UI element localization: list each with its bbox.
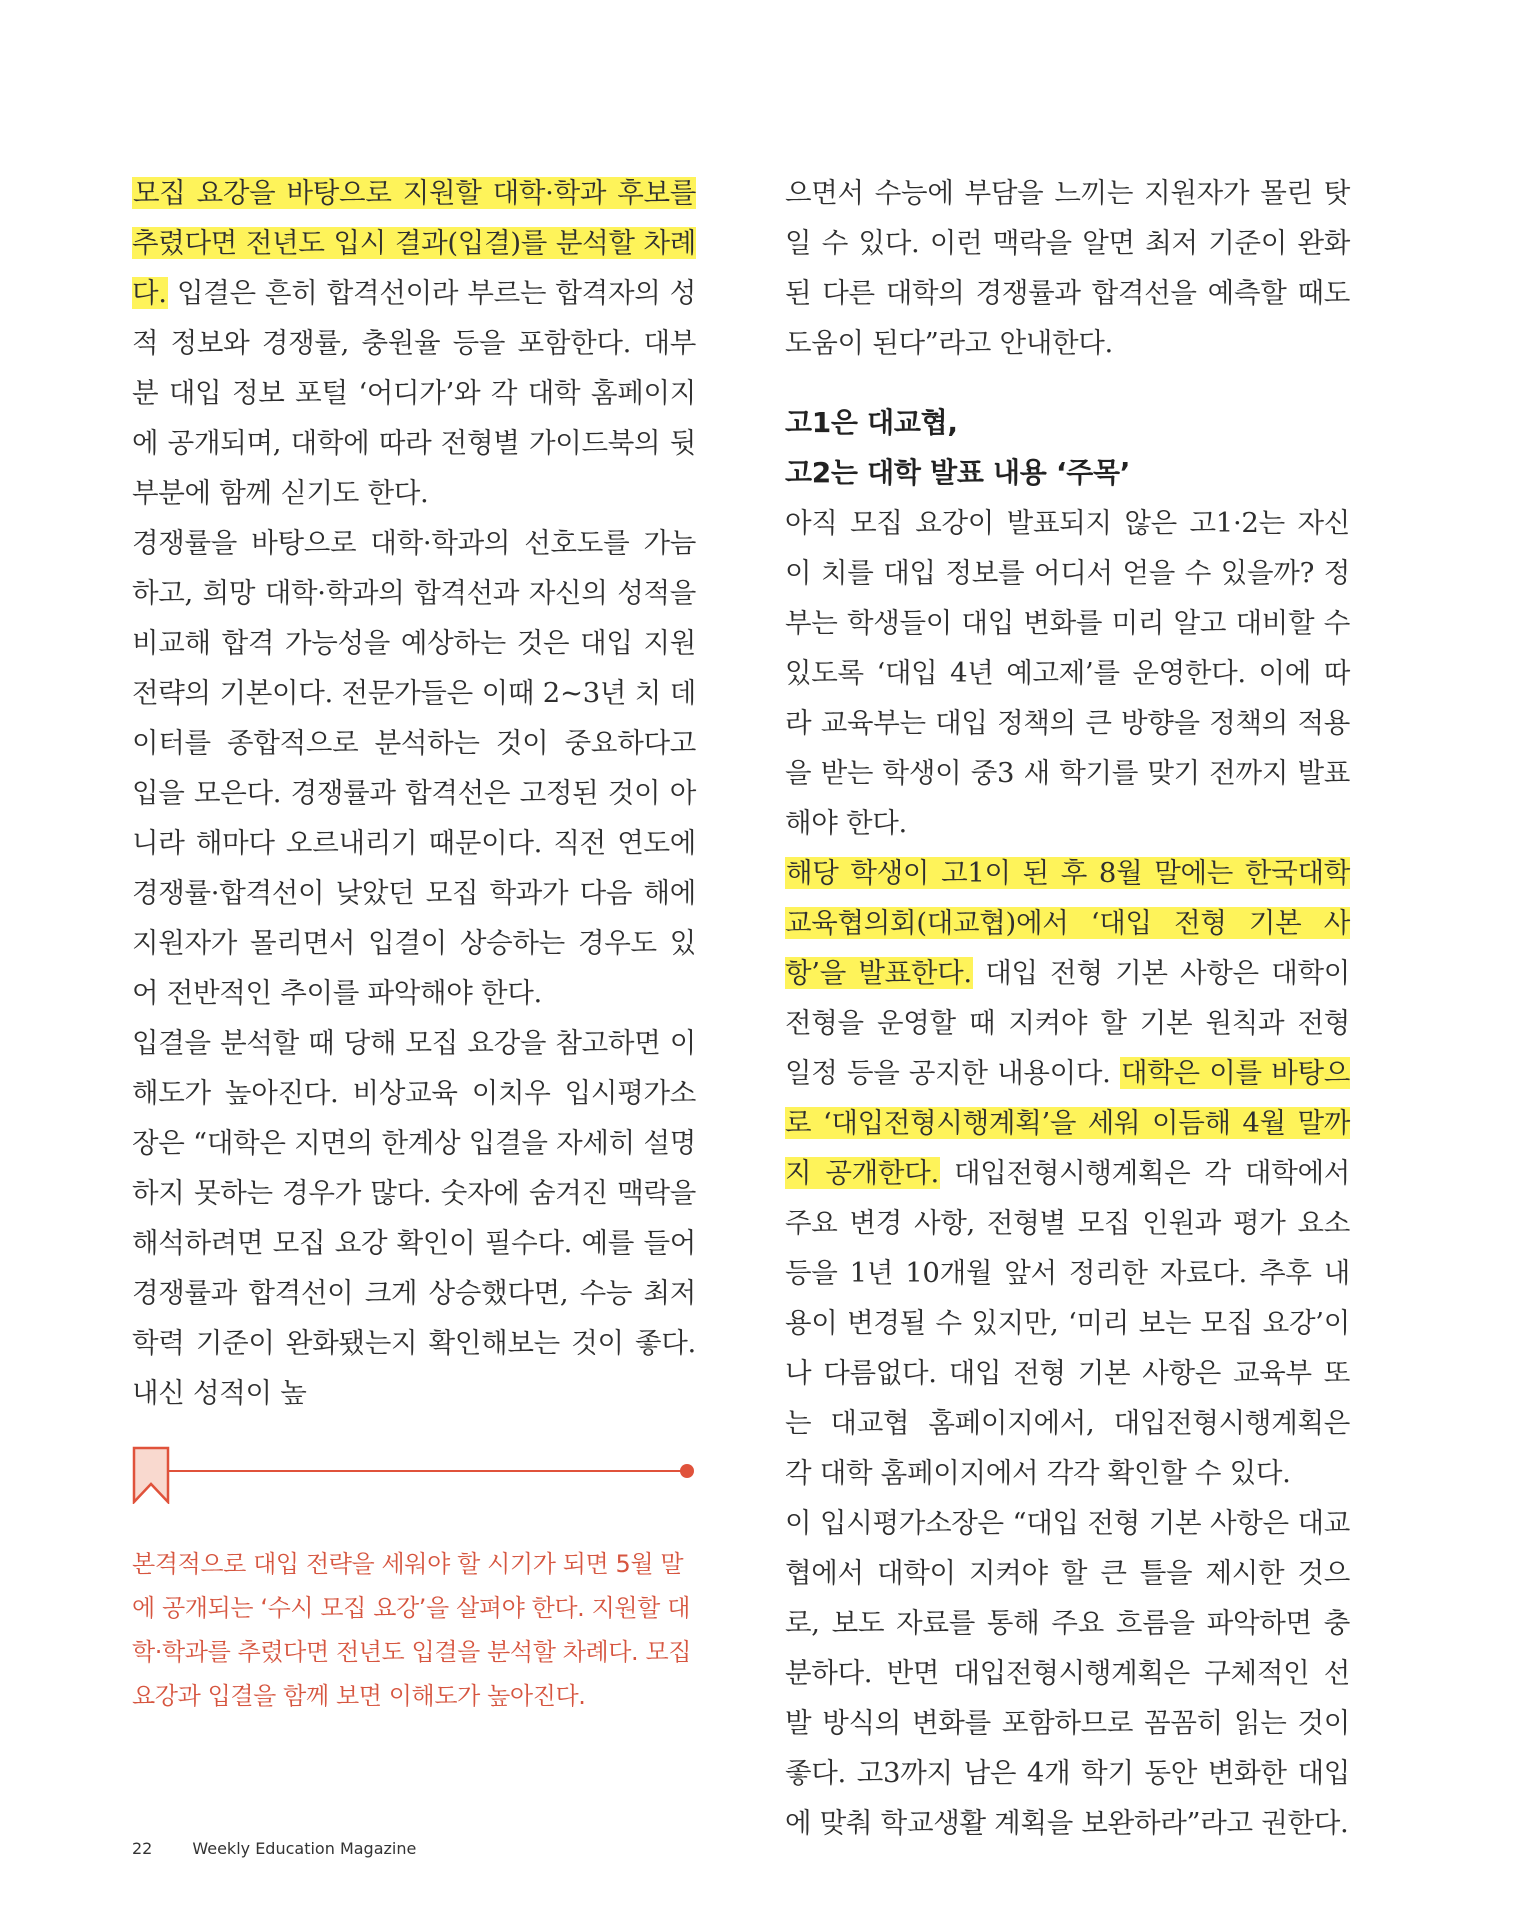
magazine-title: Weekly Education Magazine — [192, 1839, 417, 1858]
right-column — [785, 168, 1350, 1848]
body-text: 대입전형시행계획은 각 대학에서 주요 변경 사항, 전형별 모집 인원과 평가 요소 등을 1년 10개월 앞서 정리한 자료다. 추후 내용이 변경될 수 있지만, ‘미리 보는 모집 요강’이나 다름없다. 대입 전형 기본 사항은 교육부 또는 대교협 홈페이지에서, 대입전형시행계획은 각 대학 홈페이지에서 각각 확인할 수 있다. — [785, 1157, 1350, 1489]
left-paragraph-1 — [132, 168, 696, 518]
section-heading — [785, 398, 1350, 498]
bookmark-icon — [132, 1446, 170, 1504]
highlight-text: 대학은 이를 바탕으로 ‘대입전형시행계획’을 세워 이듬해 4월 말까지 공개한다. — [785, 1057, 1350, 1189]
body-text: 대입 전형 기본 사항은 대학이 전형을 운영할 때 지켜야 할 기본 원칙과 전형 일정 등을 공지한 내용이다. — [785, 957, 1351, 1089]
right-paragraph-1: 으면서 수능에 부담을 느끼는 지원자가 몰린 탓일 수 있다. 이런 맥락을 알면 최저 기준이 완화된 다른 대학의 경쟁률과 합격선을 예측할 때도 도움이 된다”라고 안내한다. — [785, 177, 1350, 359]
body-text: 입결은 흔히 합격선이라 부르는 합격자의 성적 정보와 경쟁률, 충원율 등을 포함한다. 대부분 대입 정보 포털 ‘어디가’와 각 대학 홈페이지에 공개되며, 대학에 따라 전형별 가이드북의 뒷부분에 함께 싣기도 한다. — [132, 277, 696, 509]
left-column — [132, 168, 696, 1418]
page-footer — [132, 1839, 456, 1858]
right-paragraph-4: 이 입시평가소장은 “대입 전형 기본 사항은 대교협에서 대학이 지켜야 할 큰 틀을 제시한 것으로, 보도 자료를 통해 주요 흐름을 파악하면 충분하다. 반면 대입전형시행계획은 구체적인 선발 방식의 변화를 포함하므로 꼼꼼히 읽는 것이 좋다. 고3까지 남은 4개 학기 동안 변화한 대입에 맞춰 학교생활 계획을 보완하라”라고 권한다. — [785, 1507, 1350, 1839]
highlight-text: 해당 학생이 고1이 된 후 8월 말에는 한국대학교육협의회(대교협)에서 ‘대입 전형 기본 사항’을 발표한다. — [785, 857, 1350, 989]
callout-text: 본격적으로 대입 전략을 세워야 할 시기가 되면 5월 말에 공개되는 ‘수시 모집 요강’을 살펴야 한다. 지원할 대학·학과를 추렸다면 전년도 입결을 분석할 차례다. 모집 요강과 입결을 함께 보면 이해도가 높아진다. — [132, 1550, 692, 1710]
left-paragraph-2: 경쟁률을 바탕으로 대학·학과의 선호도를 가늠하고, 희망 대학·학과의 합격선과 자신의 성적을 비교해 합격 가능성을 예상하는 것은 대입 지원 전략의 기본이다. 전문가들은 이때 2~3년 치 데이터를 종합적으로 분석하는 것이 중요하다고 입을 모은다. 경쟁률과 합격선은 고정된 것이 아니라 해마다 오르내리기 때문이다. 직전 연도에 경쟁률·합격선이 낮았던 모집 학과가 다음 해에 지원자가 몰리면서 입결이 상승하는 경우도 있어 전반적인 추이를 파악해야 한다. — [132, 527, 696, 1009]
page-number: 22 — [132, 1839, 153, 1858]
section-heading-line-2: 고2는 대학 발표 내용 ‘주목’ — [785, 456, 1131, 489]
highlight-text: 모집 요강을 바탕으로 지원할 대학·학과 후보를 추렸다면 전년도 입시 결과(입결)를 분석할 차례다. — [132, 177, 696, 309]
callout-divider — [168, 1470, 684, 1472]
callout-dot — [680, 1464, 694, 1478]
right-paragraph-2: 아직 모집 요강이 발표되지 않은 고1·2는 자신이 치를 대입 정보를 어디서 얻을 수 있을까? 정부는 학생들이 대입 변화를 미리 알고 대비할 수 있도록 ‘대입 4년 예고제’를 운영한다. 이에 따라 교육부는 대입 정책의 큰 방향을 정책의 적용을 받는 학생이 중3 새 학기를 맞기 전까지 발표해야 한다. — [785, 507, 1350, 839]
section-heading-line-1: 고1은 대교협, — [785, 406, 958, 439]
right-paragraph-3 — [785, 848, 1350, 1498]
left-paragraph-3: 입결을 분석할 때 당해 모집 요강을 참고하면 이해도가 높아진다. 비상교육 이치우 입시평가소장은 “대학은 지면의 한계상 입결을 자세히 설명하지 못하는 경우가 많다. 숫자에 숨겨진 맥락을 해석하려면 모집 요강 확인이 필수다. 예를 들어 경쟁률과 합격선이 크게 상승했다면, 수능 최저 학력 기준이 완화됐는지 확인해보는 것이 좋다. 내신 성적이 높 — [132, 1027, 696, 1409]
